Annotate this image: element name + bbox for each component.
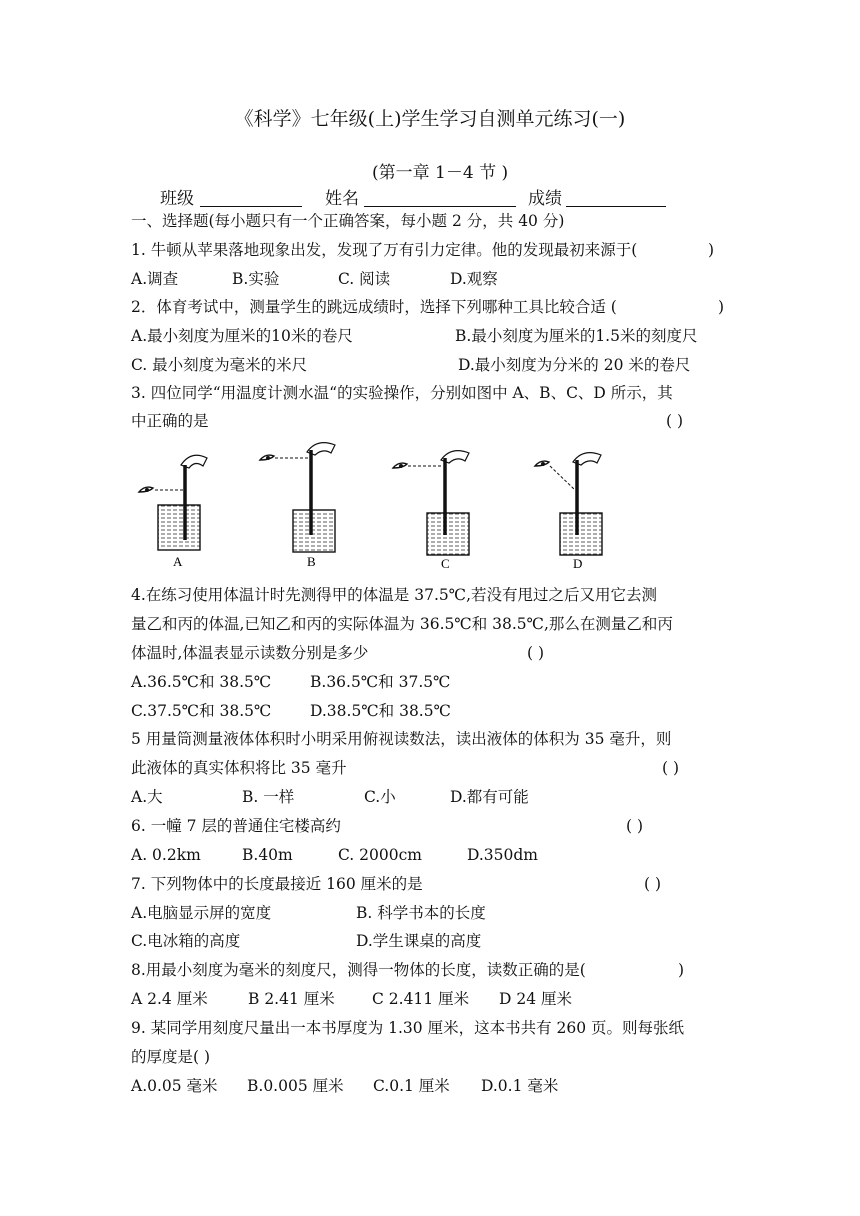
q5-option-a: A.大 [131,788,163,806]
section-heading: 一、选择题(每小题只有一个正确答案，每小题 2 分，共 40 分) [131,212,565,230]
hand-icon [573,453,601,465]
page-title: 《科学》七年级(上)学生学习自测单元练习(一) [234,108,626,130]
q7-option-b: B. 科学书本的长度 [356,904,486,922]
q4-stem-line1: 4.在练习使用体温计时先测得甲的体温是 37.5℃,若没有甩过之后又用它去测 [131,586,657,604]
q7-option-d: D.学生课桌的高度 [356,932,482,950]
q2-option-c: C. 最小刻度为毫米的米尺 [131,356,308,374]
class-field[interactable] [200,206,302,207]
figure-label-a: A [173,554,183,569]
hand-icon [181,455,207,468]
q1-option-d: D.观察 [450,270,498,288]
q6-stem: 6. 一幢 7 层的普通住宅楼高约 [131,817,341,835]
page-subtitle: (第一章 1－4 节 ) [372,163,509,183]
score-field[interactable] [566,206,666,207]
q7-option-a: A.电脑显示屏的宽度 [131,904,272,922]
q5-stem-line2: 此液体的真实体积将比 35 毫升 [131,759,347,777]
q2-option-a: A.最小刻度为厘米的10米的卷尺 [131,327,353,345]
q8-option-b: B 2.41 厘米 [248,990,335,1008]
q9-option-b: B.0.005 厘米 [247,1077,344,1095]
q4-stem-line3: 体温时,体温表显示读数分别是多少 [131,644,369,662]
q2-answer-paren: ) [718,298,725,316]
q1-answer-paren: ) [708,241,715,259]
q7-stem: 7. 下列物体中的长度最接近 160 厘米的是 [131,875,423,893]
name-field[interactable] [364,206,516,207]
beaker [560,513,602,555]
figure-label-c: C [441,556,450,571]
figure-label-b: B [307,554,316,569]
beaker [427,513,469,555]
q6-option-a: A. 0.2km [131,846,201,864]
q8-answer-paren: ) [678,961,685,979]
q2-option-d: D.最小刻度为分米的 20 米的卷尺 [458,356,691,374]
q4-answer-paren: ( ) [527,644,545,662]
q3-stem-line2: 中正确的是 [131,412,209,430]
setup-b [260,443,335,552]
q4-option-d: D.38.5℃和 38.5℃ [310,702,451,720]
q2-stem: 2．体育考试中，测量学生的跳远成绩时，选择下列哪种工具比较合适 ( [131,298,617,316]
q6-answer-paren: ( ) [626,817,644,835]
q5-option-c: C.小 [364,788,396,806]
q9-stem-line1: 9. 某同学用刻度尺量出一本书厚度为 1.30 厘米，这本书共有 260 页。则每张纸 [131,1019,685,1037]
class-label: 班级 [160,189,194,209]
name-label: 姓名 [325,189,359,209]
beaker [158,505,200,550]
thermometer-figure [125,440,735,572]
q1-option-a: A.调查 [131,270,179,288]
q8-option-d: D 24 厘米 [499,990,573,1008]
q7-option-c: C.电冰箱的高度 [131,932,241,950]
figure-label-d: D [573,556,583,571]
beaker [293,510,335,552]
setup-d [535,453,602,555]
q3-stem-line1: 3. 四位同学“用温度计测水温“的实验操作，分别如图中 A、B、C、D 所示，其 [131,384,673,402]
q6-option-b: B.40m [242,846,293,864]
setup-a [139,455,207,550]
q7-answer-paren: ( ) [644,875,662,893]
q5-option-b: B. 一样 [242,788,295,806]
q6-option-c: C. 2000cm [338,846,422,864]
q3-answer-paren: ( ) [666,412,684,430]
q5-answer-paren: ( ) [662,759,680,777]
q4-option-c: C.37.5℃和 38.5℃ [131,702,272,720]
q2-option-b: B.最小刻度为厘米的1.5米的刻度尺 [455,327,698,345]
q9-stem-line2: 的厚度是( ) [131,1048,211,1066]
q4-stem-line2: 量乙和丙的体温,已知乙和丙的实际体温为 36.5℃和 38.5℃,那么在测量乙和丙 [131,615,673,633]
q4-option-b: B.36.5℃和 37.5℃ [310,673,451,691]
setup-c [393,451,469,555]
q5-stem-line1: 5 用量筒测量液体体积时小明采用俯视读数法，读出液体的体积为 35 毫升，则 [131,730,672,748]
q1-option-b: B.实验 [232,270,280,288]
hand-icon [307,443,335,455]
q5-option-d: D.都有可能 [450,788,529,806]
q9-option-a: A.0.05 毫米 [131,1077,218,1095]
q4-option-a: A.36.5℃和 38.5℃ [131,673,272,691]
q9-option-d: D.0.1 毫米 [481,1077,559,1095]
q8-option-c: C 2.411 厘米 [372,990,470,1008]
q8-stem: 8.用最小刻度为毫米的刻度尺，测得一物体的长度，读数正确的是( [131,961,586,979]
q6-option-d: D.350dm [467,846,539,864]
hand-icon [441,451,469,463]
score-label: 成绩 [528,189,562,209]
q8-option-a: A 2.4 厘米 [131,990,208,1008]
q9-option-c: C.0.1 厘米 [373,1077,450,1095]
q1-stem: 1. 牛顿从苹果落地现象出发，发现了万有引力定律。他的发现最初来源于( [131,241,638,259]
q1-option-c: C. 阅读 [338,270,391,288]
